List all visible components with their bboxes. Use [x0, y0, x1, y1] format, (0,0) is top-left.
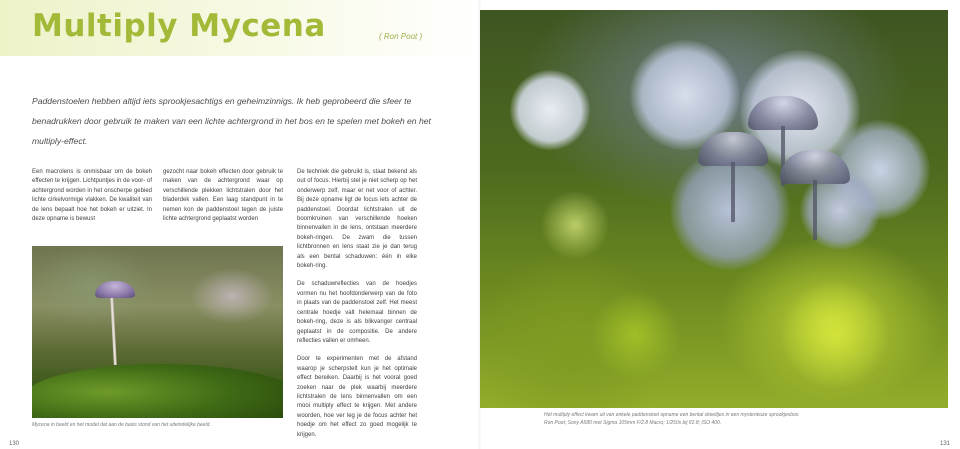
large-photo-caption-line: Ron Poot; Sony A580 met Sigma 105mm F/2.8 Macro; 1/250s bij f/2.8; ISO 400.	[544, 420, 722, 426]
author-credit: ( Ron Poot )	[379, 32, 423, 41]
column-1-text: Een macrolens is onmisbaar om de bokeh effecten te krijgen. Lichtpuntjes in de voor- of achtergrond worden in het onscherpe gebied lichte cirkelvormige vlakken. De kwaliteit van de lens bepaalt hoe het bokeh er uitziet. In deze opname is bewust	[32, 169, 152, 223]
page-number: 131	[940, 441, 951, 447]
bokeh-circle	[780, 280, 890, 390]
moss-foreground	[32, 364, 283, 418]
bokeh-circle	[510, 70, 590, 150]
intro-paragraph: Paddenstoelen hebben altijd iets sprookjesachtigs en geheimzinnigs. Ik heb geprobeerd die sfeer te benadrukken door gebruik te maken van een lichte achtergrond in het bos en te spelen met bokeh en het multiply-effect.	[32, 96, 431, 146]
large-photo-caption	[544, 411, 800, 427]
mushroom-photo	[32, 246, 283, 418]
bokeh-circle	[670, 150, 790, 270]
column-2-text: gezocht naar bokeh effecten door gebruik te maken van de achtergrond waar op verschillende plekken lichtstralen door het bladerdek vallen. Een laag standpunt in te nemen kon de paddenstoel tegen de juiste lichte achtergrond geplaatst worden	[163, 169, 283, 223]
page-number: 130	[9, 441, 20, 447]
bokeh-circle	[540, 190, 610, 260]
column-3-paragraph: Door te experimenten met de afstand waarop je scherpstelt kun je het optimale effect bereiken. Daarbij is het vooral goed zoeken naar de plek waarbij meerdere lichtstralen de lens binnenvallen om een mooi multiply effect te krijgen. Met andere woorden, hoe ver leg je de focus achter het hoedje om het effect zo goed mogelijk te krijgen.	[297, 356, 417, 438]
bokeh-photo	[480, 10, 948, 408]
bokeh-circle	[590, 290, 680, 380]
photo-caption: Mycena in beeld en het model dat aan de basis stond van het uiteindelijke beeld.	[32, 422, 211, 428]
body-column-2	[163, 168, 283, 233]
article-title: Multiply Mycena	[32, 8, 326, 44]
large-photo-caption-line: Het multiply effect kwam uit van enkele paddenstoel opname een bental skeeltjes in een mysterieuze sprookjesbos.	[544, 412, 800, 418]
body-column-3	[297, 168, 417, 449]
column-3-paragraph: De schaduwreflecties van de hoedjes vormen nu het hoofdonderwerp van de foto in plaats van de paddenstoel zelf. Het meest centrale hoedje valt helemaal binnen de bokeh-ring, deze is als blikvanger centraal geplaatst in de compositie. De andere reflecties vallen er omheen.	[297, 281, 417, 344]
body-column-1	[32, 168, 152, 233]
column-3-paragraph: De techniek die gebruikt is, staat bekend als out of focus. Hierbij stel je niet scherp op het onderwerp zelf, maar er net voor of achter. Bij deze opname ligt de focus iets achter de paddenstoel. Doordat lichtstralen uit de boomkruinen van verschillende hoeken binnenvallen in de lens, ontstaan meerdere bokeh-ringen. De zwam die tussen lichtbronnen en lens staat zie je dan terug als een bental schaduwen: één in elke bokeh-ring.	[297, 169, 417, 270]
